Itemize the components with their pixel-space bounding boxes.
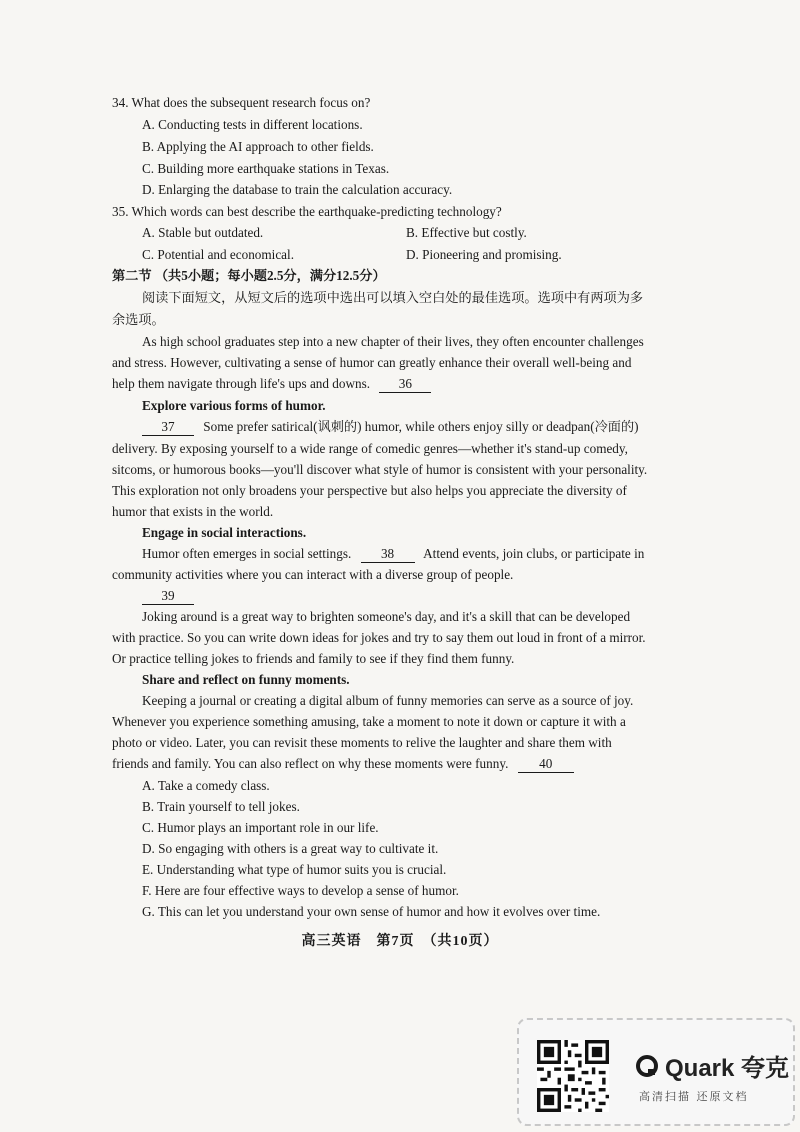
option-a: A. Take a comedy class.: [142, 778, 270, 793]
section-instructions-cont: 余选项。: [112, 312, 165, 327]
option-d: D. So engaging with others is a great way to cultivate it.: [142, 841, 439, 856]
quark-brand: [635, 1048, 789, 1083]
paragraph-line: with practice. So you can write down ideas for jokes and try to say them out loud in front of a mirror.: [112, 630, 646, 645]
paragraph-line: friends and family. You can also reflect on why these moments were funny. 40: [112, 755, 574, 773]
paragraph-line: Keeping a journal or creating a digital album of funny memories can serve as a source of joy.: [142, 693, 634, 708]
q34-option-a: A. Conducting tests in different locations.: [142, 117, 363, 132]
blank-37: 37: [142, 419, 194, 436]
heading-share-reflect: Share and reflect on funny moments.: [142, 672, 350, 687]
page-footer: 高三英语 第7页 （共10页）: [301, 934, 499, 949]
blank-38: 38: [361, 546, 415, 563]
quark-watermark[interactable]: [517, 1018, 795, 1126]
paragraph-line: As high school graduates step into a new chapter of their lives, they often encounter challenges: [142, 334, 644, 349]
paragraph-line: Or practice telling jokes to friends and family to see if they find them funny.: [112, 651, 515, 666]
quark-tagline: 高清扫描 还原文档: [639, 1090, 749, 1103]
paragraph-line: sitcoms, or humorous books—you'll discover what style of humor is consistent with your personality.: [112, 462, 648, 477]
section-instructions: 阅读下面短文，从短文后的选项中选出可以填入空白处的最佳选项。选项中有两项为多: [142, 290, 644, 305]
blank-40: 40: [518, 756, 574, 773]
heading-social-interactions: Engage in social interactions.: [142, 525, 307, 540]
q34-stem: 34. What does the subsequent research focus on?: [112, 95, 371, 110]
blank-39: 39: [142, 588, 194, 605]
paragraph-line: delivery. By exposing yourself to a wide range of comedic genres—whether it's stand-up comedy,: [112, 441, 628, 456]
blank-39-line: [142, 587, 194, 605]
heading-explore-humor: Explore various forms of humor.: [142, 398, 326, 413]
option-b: B. Train yourself to tell jokes.: [142, 799, 300, 814]
paragraph-line: Joking around is a great way to brighten someone's day, and it's a skill that can be developed: [142, 609, 631, 624]
q35-stem: 35. Which words can best describe the earthquake-predicting technology?: [112, 204, 502, 219]
paragraph-line: Whenever you experience something amusing, take a moment to note it down or capture it with a: [112, 714, 626, 729]
paragraph-line: humor that exists in the world.: [112, 504, 274, 519]
q35-option-a: A. Stable but outdated.: [142, 225, 264, 240]
paragraph-line: Humor often emerges in social settings. 38 Attend events, join clubs, or participate in: [142, 546, 645, 561]
option-g: G. This can let you understand your own sense of humor and how it evolves over time.: [142, 904, 601, 919]
qr-code-icon[interactable]: [537, 1040, 609, 1112]
q34-option-c: C. Building more earthquake stations in Texas.: [142, 161, 390, 176]
paragraph-line: help them navigate through life's ups and downs. 36: [112, 375, 431, 393]
q35-option-c: C. Potential and economical.: [142, 247, 294, 262]
paragraph-line: community activities where you can interact with a diverse group of people.: [112, 567, 514, 582]
paragraph-line: and stress. However, cultivating a sense of humor can greatly enhance their overall well-being and: [112, 355, 632, 370]
q35-option-b: B. Effective but costly.: [406, 225, 527, 240]
paragraph-line: photo or video. Later, you can revisit these moments to relive the laughter and share them with: [112, 735, 612, 750]
option-f: F. Here are four effective ways to develop a sense of humor.: [142, 883, 459, 898]
q34-option-b: B. Applying the AI approach to other fields.: [142, 139, 374, 154]
paragraph-line: This exploration not only broadens your perspective but also helps you appreciate the diversity of: [112, 483, 627, 498]
option-e: E. Understanding what type of humor suits you is crucial.: [142, 862, 447, 877]
quark-brand-name: Quark 夸克: [665, 1055, 790, 1082]
option-c: C. Humor plays an important role in our life.: [142, 820, 379, 835]
section-title: 第二节 （共5小题；每小题2.5分，满分12.5分）: [112, 268, 386, 283]
blank-36: 36: [379, 376, 431, 393]
paragraph-line: 37 Some prefer satirical(讽刺的) humor, while others enjoy silly or deadpan(冷面的): [142, 418, 639, 436]
q35-option-d: D. Pioneering and promising.: [406, 247, 562, 262]
q34-option-d: D. Enlarging the database to train the calculation accuracy.: [142, 182, 453, 197]
quark-logo-icon: [635, 1054, 659, 1078]
